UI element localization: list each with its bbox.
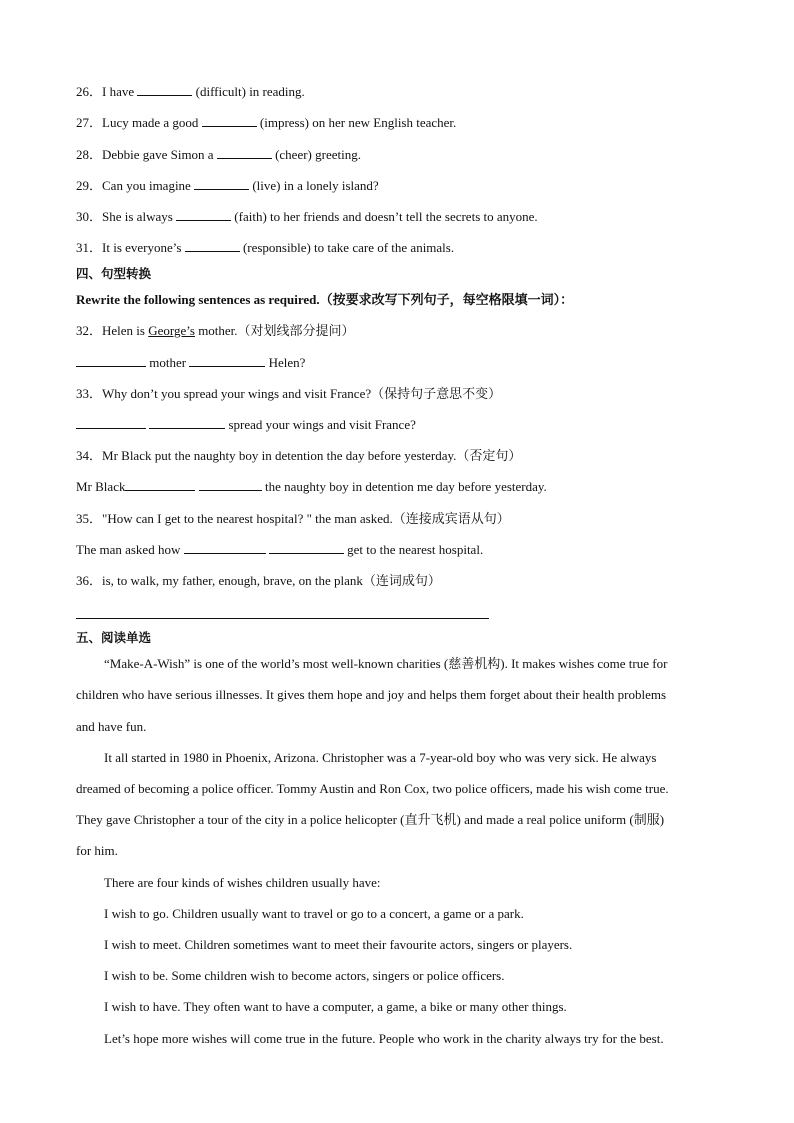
passage-line: They gave Christopher a tour of the city in a police helicopter (直升飞机) and made a real police uniform (制服) (76, 812, 665, 827)
question-text: She is always (102, 209, 177, 224)
answer-text: The man asked how (76, 542, 184, 557)
question-number: 27． (76, 115, 103, 130)
question-text: (responsible) to take care of the animals. (239, 240, 455, 255)
question-26 (76, 83, 305, 100)
question-36 (76, 572, 441, 589)
passage-line: for him. (76, 843, 118, 858)
question-27 (76, 114, 456, 131)
answer-text: Helen? (265, 355, 306, 370)
question-number: 28． (76, 147, 103, 162)
answer-blank[interactable] (189, 354, 265, 367)
answer-line-36[interactable] (76, 618, 489, 619)
question-text: (cheer) greeting. (271, 147, 361, 162)
question-number: 33． (76, 386, 103, 401)
answer-text: mother (146, 355, 190, 370)
answer-blank[interactable] (149, 416, 225, 429)
passage-line: There are four kinds of wishes children usually have: (104, 875, 381, 890)
answer-blank[interactable] (176, 208, 231, 221)
passage-line: dreamed of becoming a police officer. Tommy Austin and Ron Cox, two police officers, made his wish come true. (76, 781, 669, 796)
question-text: (impress) on her new English teacher. (256, 115, 457, 130)
question-text: It is everyone’s (102, 240, 185, 255)
question-number: 29． (76, 178, 103, 193)
answer-text: Mr Black (76, 479, 126, 494)
answer-blank[interactable] (76, 354, 146, 367)
question-35 (76, 510, 510, 527)
answer-line-32 (76, 354, 305, 371)
answer-line-35 (76, 541, 483, 558)
passage-line: and have fun. (76, 719, 147, 734)
question-text: (live) in a lonely island? (249, 178, 379, 193)
question-number: 35． (76, 511, 103, 526)
question-text: (faith) to her friends and doesn’t tell the secrets to anyone. (231, 209, 538, 224)
question-text: "How can I get to the nearest hospital? " the man asked.（连接成宾语从句） (102, 511, 510, 526)
question-text: (difficult) in reading. (192, 84, 305, 99)
answer-text: the naughty boy in detention me day before yesterday. (261, 479, 547, 494)
answer-text: spread your wings and visit France? (225, 417, 416, 432)
question-text: Lucy made a good (102, 115, 202, 130)
question-text: Debbie gave Simon a (102, 147, 217, 162)
question-number: 30． (76, 209, 103, 224)
instruction-english: Rewrite the following sentences as required. (76, 292, 320, 307)
passage-line: I wish to meet. Children sometimes want to meet their favourite actors, singers or players. (104, 937, 573, 952)
question-text: Can you imagine (102, 178, 195, 193)
question-text: mother.（对划线部分提问） (194, 323, 355, 338)
question-text: I have (102, 84, 138, 99)
passage-line: “Make-A-Wish” is one of the world’s most well-known charities (慈善机构). It makes wishes come true for (104, 656, 668, 671)
question-number: 36． (76, 573, 103, 588)
answer-blank[interactable] (199, 478, 262, 491)
question-text: Helen is (102, 323, 149, 338)
question-number: 26． (76, 84, 103, 99)
question-33 (76, 385, 501, 402)
answer-blank[interactable] (185, 239, 240, 252)
question-number: 31． (76, 240, 103, 255)
question-30 (76, 208, 538, 225)
question-number: 34． (76, 448, 103, 463)
section-instruction (76, 291, 573, 308)
question-text: Mr Black put the naughty boy in detention the day before yesterday.（否定句） (102, 448, 522, 463)
question-31 (76, 239, 454, 256)
passage-line: children who have serious illnesses. It gives them hope and joy and helps them forget about their health problems (76, 687, 667, 702)
passage-line: I wish to go. Children usually want to travel or go to a concert, a game or a park. (104, 906, 524, 921)
passage-line: It all started in 1980 in Phoenix, Arizona. Christopher was a 7-year-old boy who was very sick. He always (104, 750, 657, 765)
question-34 (76, 447, 521, 464)
passage-line: I wish to be. Some children wish to become actors, singers or police officers. (104, 968, 505, 983)
answer-blank[interactable] (137, 83, 192, 96)
answer-blank[interactable] (125, 478, 195, 491)
question-29 (76, 177, 379, 194)
answer-blank[interactable] (217, 146, 272, 159)
question-number: 32． (76, 323, 103, 338)
answer-line-33 (76, 416, 416, 433)
section-heading: 四、句型转换 (76, 266, 152, 281)
section-heading: 五、阅读单选 (76, 630, 152, 645)
underlined-word: George’s (148, 323, 195, 338)
answer-blank[interactable] (202, 114, 257, 127)
question-text: is, to walk, my father, enough, brave, on the plank（连词成句） (102, 573, 441, 588)
question-32 (76, 322, 355, 339)
question-text: Why don’t you spread your wings and visit France?（保持句子意思不变） (102, 386, 502, 401)
answer-blank[interactable] (76, 416, 146, 429)
answer-text: get to the nearest hospital. (343, 542, 484, 557)
passage-line: I wish to have. They often want to have a computer, a game, a bike or many other things. (104, 999, 567, 1014)
instruction-chinese: （按要求改写下列句子，每空格限填一词）： (319, 292, 574, 307)
question-28 (76, 146, 361, 163)
answer-blank[interactable] (184, 541, 266, 554)
answer-line-34 (76, 478, 547, 495)
answer-blank[interactable] (194, 177, 249, 190)
passage-line: Let’s hope more wishes will come true in the future. People who work in the charity always try for the best. (104, 1031, 664, 1046)
answer-blank[interactable] (269, 541, 344, 554)
